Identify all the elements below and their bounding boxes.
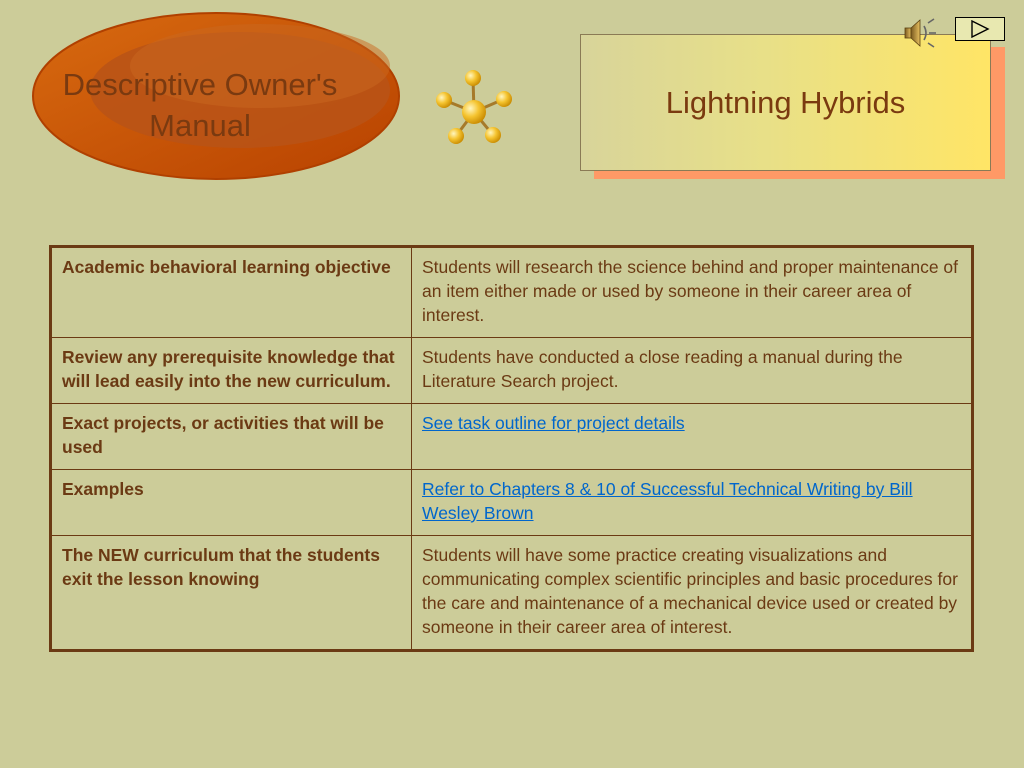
ellipse-title-shape (30, 10, 402, 182)
row-label: Exact projects, or activities that will be used (51, 404, 412, 470)
ellipse-title-text (50, 64, 350, 146)
table-row (51, 536, 973, 651)
speaker-icon[interactable] (902, 16, 938, 50)
ellipse-title-line1: Descriptive Owner's (62, 67, 338, 102)
play-icon (970, 20, 990, 38)
table-row (51, 404, 973, 470)
row-label: The NEW curriculum that the students exit the lesson knowing (51, 536, 412, 651)
table-row (51, 338, 973, 404)
lesson-table (49, 245, 974, 652)
task-outline-link[interactable]: See task outline for project details (422, 413, 685, 433)
table-row (51, 247, 973, 338)
row-label: Review any prerequisite knowledge that will lead easily into the new curriculum. (51, 338, 412, 404)
ellipse-title-line2: Manual (149, 108, 251, 143)
row-content: Students have conducted a close reading a manual during the Literature Search project. (412, 338, 973, 404)
row-content-cell (412, 470, 973, 536)
row-label: Examples (51, 470, 412, 536)
play-button[interactable] (955, 17, 1005, 41)
slide-title: Lightning Hybrids (665, 84, 906, 120)
title-box (580, 34, 991, 171)
chapters-reference-link[interactable]: Refer to Chapters 8 & 10 of Successful Technical Writing by Bill Wesley Brown (422, 479, 913, 523)
row-label: Academic behavioral learning objective (51, 247, 412, 338)
row-content: Students will research the science behind and proper maintenance of an item either made or used by someone in their career area of interest. (412, 247, 973, 338)
row-content-cell (412, 404, 973, 470)
row-content: Students will have some practice creating visualizations and communicating complex scientific principles and basic procedures for the care and maintenance of a mechanical device used or created by someone in their career area of interest. (412, 536, 973, 651)
table-row (51, 470, 973, 536)
molecule-icon (430, 66, 520, 150)
